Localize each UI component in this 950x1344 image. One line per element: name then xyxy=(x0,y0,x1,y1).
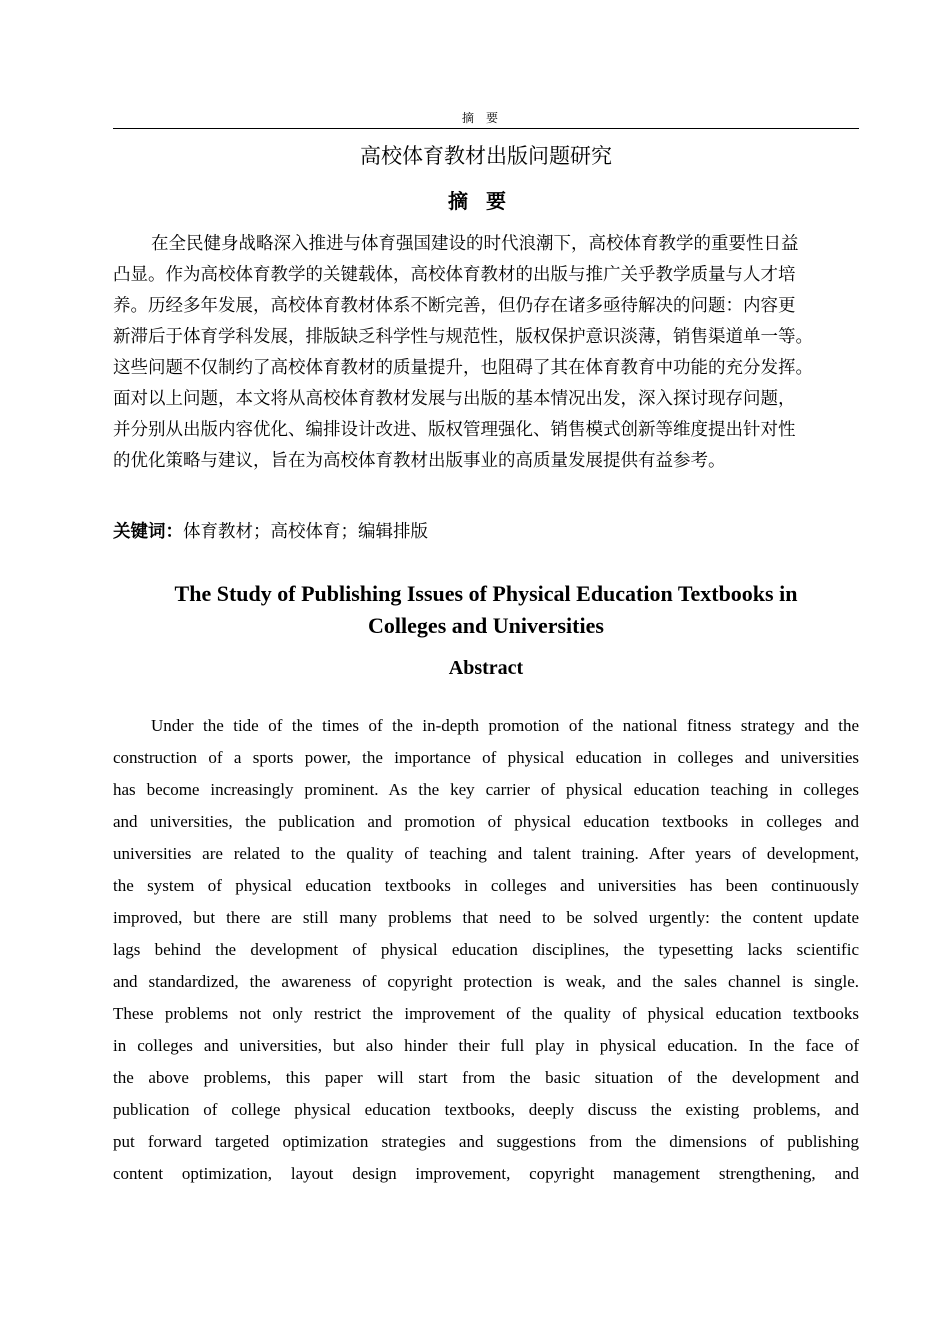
paragraph-line: and universities, the publication and promotion of physical education textbooks in colleges and xyxy=(113,812,859,831)
paragraph-line: publication of college physical education textbooks, deeply discuss the existing problems, and xyxy=(113,1100,859,1119)
paragraph-line: 这些问题不仅制约了高校体育教材的质量提升，也阻碍了其在体育教育中功能的充分发挥。 xyxy=(113,357,813,377)
paragraph-line: and standardized, the awareness of copyright protection is weak, and the sales channel is single. xyxy=(113,972,859,991)
paragraph-line: 养。历经多年发展，高校体育教材体系不断完善，但仍存在诸多亟待解决的问题：内容更 xyxy=(113,295,796,315)
paragraph-line: in colleges and universities, but also hinder their full play in physical education. In the face of xyxy=(113,1036,859,1055)
paragraph-line: 面对以上问题，本文将从高校体育教材发展与出版的基本情况出发，深入探讨现存问题， xyxy=(113,388,796,408)
paragraph-line: construction of a sports power, the importance of physical education in colleges and universities xyxy=(113,748,859,767)
paragraph-line: 新滞后于体育学科发展，排版缺乏科学性与规范性，版权保护意识淡薄，销售渠道单一等。 xyxy=(113,326,813,346)
english-abstract-body xyxy=(113,713,859,1193)
english-title xyxy=(113,578,859,642)
paragraph-line: Under the tide of the times of the in-depth promotion of the national fitness strategy and the xyxy=(151,716,859,735)
paragraph-line: These problems not only restrict the improvement of the quality of physical education textbooks xyxy=(113,1004,859,1023)
paragraph-line: 并分别从出版内容优化、编排设计改进、版权管理强化、销售模式创新等维度提出针对性 xyxy=(113,419,796,439)
chinese-abstract-body xyxy=(113,231,873,479)
keywords-line xyxy=(113,518,428,543)
english-abstract-heading: Abstract xyxy=(448,657,524,679)
english-title-line-2: Colleges and Universities xyxy=(368,613,604,638)
paragraph-line: has become increasingly prominent. As the key carrier of physical education teaching in colleges xyxy=(113,780,859,799)
paragraph-line: 在全民健身战略深入推进与体育强国建设的时代浪潮下，高校体育教学的重要性日益 xyxy=(151,233,799,253)
paragraph-line: put forward targeted optimization strategies and suggestions from the dimensions of publishing xyxy=(113,1132,859,1151)
header-rule xyxy=(113,128,859,129)
keywords-label: 关键词： xyxy=(113,521,183,541)
chinese-abstract-heading: 摘要 xyxy=(448,191,524,213)
paragraph-line: content optimization, layout design improvement, copyright management strengthening, and xyxy=(113,1164,859,1183)
paragraph-line: the system of physical education textbooks in colleges and universities has been continuously xyxy=(113,876,859,895)
paragraph-line: 凸显。作为高校体育教学的关键载体，高校体育教材的出版与推广关乎教学质量与人才培 xyxy=(113,264,796,284)
keywords-value: 体育教材；高校体育；编辑排版 xyxy=(183,521,428,541)
paragraph-line: the above problems, this paper will start from the basic situation of the development and xyxy=(113,1068,859,1087)
paragraph-line: lags behind the development of physical education disciplines, the typesetting lacks scientific xyxy=(113,940,859,959)
chinese-title: 高校体育教材出版问题研究 xyxy=(360,144,612,168)
paragraph-line: universities are related to the quality of teaching and talent training. After years of development, xyxy=(113,844,859,863)
paragraph-line: improved, but there are still many problems that need to be solved urgently: the content update xyxy=(113,908,859,927)
running-header: 摘要 xyxy=(461,111,510,125)
english-title-line-1: The Study of Publishing Issues of Physical Education Textbooks in xyxy=(174,581,798,606)
paragraph-line: 的优化策略与建议，旨在为高校体育教材出版事业的高质量发展提供有益参考。 xyxy=(113,450,726,470)
